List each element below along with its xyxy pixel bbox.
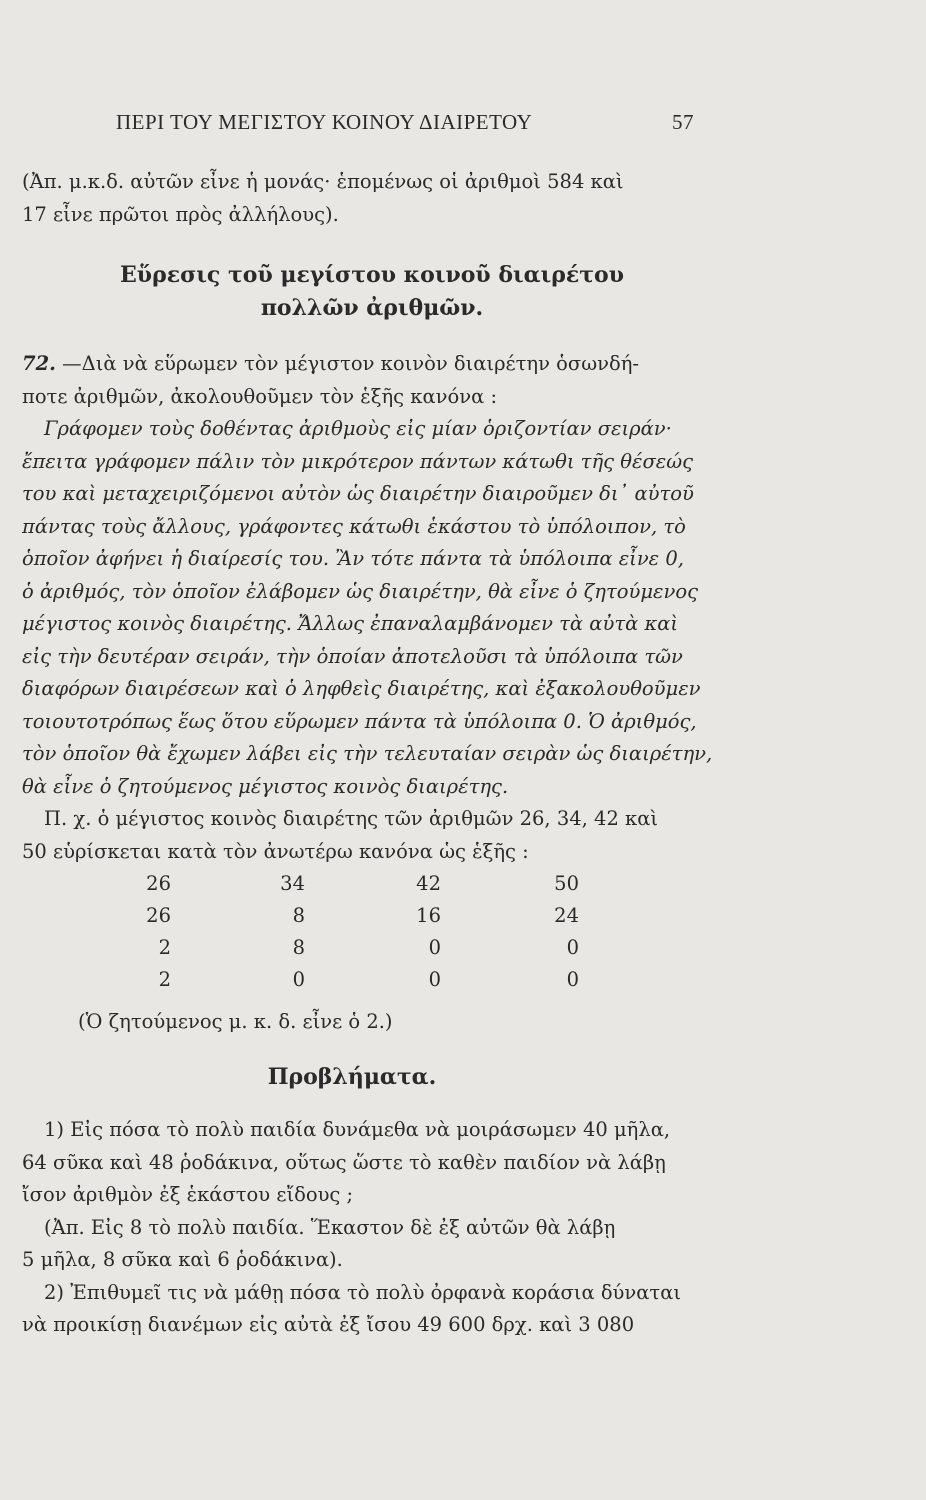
table-cell: 0: [428, 968, 441, 991]
table-row: [131, 968, 581, 1000]
text-line: [22, 352, 682, 385]
rule-paragraph: [22, 352, 713, 872]
table-cell: 2: [158, 936, 171, 959]
paragraph-number: 72.: [22, 352, 56, 375]
gcd-table: [131, 872, 581, 1000]
text-line: 17 εἶνε πρῶτοι πρὸς ἀλλήλους).: [22, 202, 339, 226]
rule-line: διαφόρων διαιρέσεων καὶ ὁ ληφθεὶς διαιρέτης, καὶ ἐξακολουθοῦμεν: [22, 677, 701, 700]
table-cell: 26: [146, 872, 171, 895]
table-cell: 24: [554, 904, 579, 927]
table-cell: 26: [146, 904, 171, 927]
rule-line: ὁποῖον ἀφήνει ἡ διαίρεσίς του. Ἂν τότε πάντα τὰ ὑπόλοιπα εἶνε 0,: [22, 547, 684, 570]
problem-line: (Ἀπ. Εἰς 8 τὸ πολὺ παιδία. Ἕκαστον δὲ ἐξ αὐτῶν θὰ λάβῃ: [44, 1215, 616, 1239]
section-heading: [62, 262, 682, 327]
rule-line: Γράφομεν τοὺς δοθέντας ἀριθμοὺς εἰς μίαν ὁριζοντίαν σειράν·: [44, 417, 672, 440]
table-row: [131, 904, 581, 936]
rule-line: μέγιστος κοινὸς διαιρέτης. Ἄλλως ἐπαναλαμβάνομεν τὰ αὐτὰ καὶ: [22, 612, 679, 635]
rule-line: του καὶ μεταχειριζόμενοι αὐτὸν ὡς διαιρέτην διαιροῦμεν δι᾿ αὐτοῦ: [22, 482, 694, 505]
problems-block: [22, 1118, 682, 1346]
paragraph-text: —Διὰ νὰ εὕρωμεν τὸν μέγιστον κοινὸν διαιρέτην ὁσωνδή-: [62, 352, 639, 375]
header-title: ΠΕΡΙ ΤΟΥ ΜΕΓΙΣΤΟΥ ΚΟΙΝΟΥ ΔΙΑΙΡΕΤΟΥ: [116, 110, 533, 134]
example-line: 50 εὑρίσκεται κατὰ τὸν ἀνωτέρω κανόνα ὡς ἑξῆς :: [22, 839, 529, 863]
rule-line: τοιουτοτρόπως ἕως ὅτου εὕρωμεν πάντα τὰ ὑπόλοιπα 0. Ὁ ἀριθμός,: [22, 709, 697, 733]
running-header: [116, 110, 694, 135]
intro-block: [22, 170, 682, 235]
section-title-line-1: Εὕρεσις τοῦ μεγίστου κοινοῦ διαιρέτου: [120, 262, 624, 288]
example-line: Π. χ. ὁ μέγιστος κοινὸς διαιρέτης τῶν ἀριθμῶν 26, 34, 42 καὶ: [44, 807, 659, 830]
problem-line: 5 μῆλα, 8 σῦκα καὶ 6 ῥοδάκινα).: [22, 1248, 343, 1271]
table-cell: 50: [554, 872, 579, 895]
page-number: 57: [672, 110, 694, 134]
rule-line: ἔπειτα γράφομεν πάλιν τὸν μικρότερον πάντων κάτωθι τῆς θέσεώς: [22, 449, 694, 473]
problem-line: νὰ προικίσῃ διανέμων εἰς αὐτὰ ἐξ ἴσου 49 600 δρχ. καὶ 3 080: [22, 1313, 635, 1336]
table-cell: 0: [566, 968, 579, 991]
rule-line: εἰς τὴν δευτέραν σειράν, τὴν ὁποίαν ἀποτελοῦσι τὰ ὑπόλοιπα τῶν: [22, 644, 683, 668]
rule-line: τὸν ὁποῖον θὰ ἔχωμεν λάβει εἰς τὴν τελευταίαν σειρὰν ὡς διαιρέτην,: [22, 742, 713, 765]
table-cell: 8: [292, 936, 305, 959]
table-cell: 0: [292, 968, 305, 991]
problem-line: 64 σῦκα καὶ 48 ῥοδάκινα, οὕτως ὥστε τὸ καθὲν παιδίον νὰ λάβῃ: [22, 1150, 666, 1174]
table-row: [131, 872, 581, 904]
rule-line: πάντας τοὺς ἄλλους, γράφοντες κάτωθι ἑκάστου τὸ ὑπόλοιπον, τὸ: [22, 514, 686, 538]
problem-line: 1) Εἰς πόσα τὸ πολὺ παιδία δυνάμεθα νὰ μοιράσωμεν 40 μῆλα,: [44, 1118, 671, 1141]
rule-line: θὰ εἶνε ὁ ζητούμενος μέγιστος κοινὸς διαιρέτης.: [22, 774, 509, 798]
note-text: (Ὁ ζητούμενος μ. κ. δ. εἶνε ὁ 2.): [78, 1010, 393, 1033]
table-cell: 2: [158, 968, 171, 991]
table-note: [78, 1010, 738, 1043]
section-title-line-2: πολλῶν ἀριθμῶν.: [260, 294, 484, 321]
table-row: [131, 936, 581, 968]
problems-title: Προβλήματα.: [267, 1064, 437, 1090]
table-cell: 34: [280, 872, 305, 895]
text-line: ποτε ἀριθμῶν, ἀκολουθοῦμεν τὸν ἑξῆς κανόνα :: [22, 384, 498, 408]
problems-heading: [22, 1064, 682, 1097]
text-line: (Ἀπ. μ.κ.δ. αὐτῶν εἶνε ἡ μονάς· ἑπομένως οἱ ἀριθμοὶ 584 καὶ: [22, 170, 624, 193]
table-cell: 8: [292, 904, 305, 927]
rule-line: ὁ ἀριθμός, τὸν ὁποῖον ἐλάβομεν ὡς διαιρέτην, θὰ εἶνε ὁ ζητούμενος: [22, 579, 699, 603]
problem-line: ἴσον ἀριθμὸν ἐξ ἑκάστου εἴδους ;: [22, 1183, 354, 1206]
table-cell: 42: [416, 872, 441, 895]
table-cell: 16: [416, 904, 441, 927]
table-cell: 0: [566, 936, 579, 959]
problem-line: 2) Ἐπιθυμεῖ τις νὰ μάθῃ πόσα τὸ πολὺ ὀρφανὰ κοράσια δύναται: [44, 1280, 682, 1304]
table-cell: 0: [428, 936, 441, 959]
